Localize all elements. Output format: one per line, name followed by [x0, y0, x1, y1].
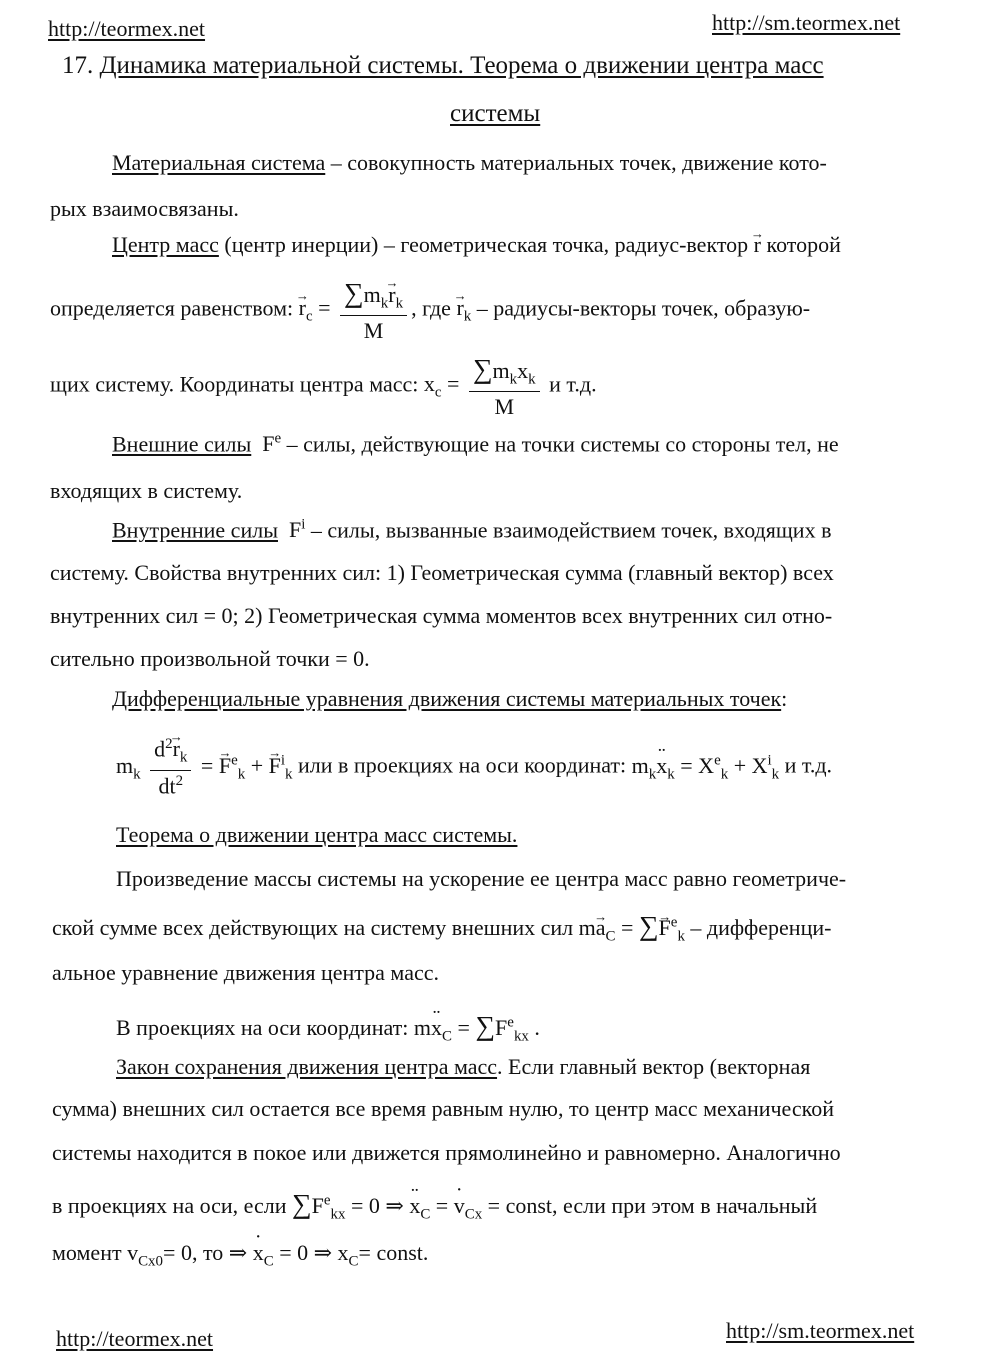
internal-forces-line2: систему. Свойства внутренних сил: 1) Геометрическая сумма (главный вектор) всех — [50, 560, 834, 585]
term-center-of-mass: Центр масс — [112, 232, 219, 257]
diff-equations-heading: Дифференциальные уравнения движения системы материальных точек: — [112, 686, 788, 711]
center-mass-line1: Центр масс (центр инерции) – геометрическая точка, радиус-вектор → r которой — [112, 234, 841, 256]
internal-forces-line3: внутренних сил = 0; 2) Геометрическая сумма моментов всех внутренних сил отно- — [50, 603, 833, 628]
center-mass-line3: щих систему. Координаты центра масс: $x_c$ = $\frac{\sum m_kx_k}{M}$ и т.д. — [50, 353, 597, 420]
title-line1: Динамика материальной системы. Теорема о движении центра масс — [99, 52, 824, 79]
conservation-line1: Закон сохранения движения центра масс. Если главный вектор (векторная — [116, 1054, 811, 1079]
header-link-left[interactable]: http://teormex.net — [48, 16, 206, 41]
material-system-line1: Материальная система – совокупность материальных точек, движение кото- — [112, 150, 827, 175]
page-title — [62, 52, 824, 80]
term-external-forces: Внешние силы — [112, 431, 252, 457]
title-number: 17. — [62, 52, 94, 79]
conservation-line3: системы находится в покое или движется прямолинейно и равномерно. Аналогично — [52, 1140, 841, 1165]
term-material-system: Материальная система — [112, 150, 326, 175]
term-conservation: Закон сохранения движения центра масс — [116, 1054, 498, 1079]
theorem-line2: ской сумме всех действующих на систему внешних сил $m\to a_C$ = ∑→ $F^e_k$ – дифференци- — [52, 912, 831, 944]
external-forces-line2: входящих в систему. — [50, 478, 243, 503]
footer-link-right[interactable]: http://sm.teormex.net — [726, 1318, 915, 1343]
formula-projection: m¨ $x_C = \sum F^e_{kx}$ — [414, 1015, 529, 1040]
material-system-line2: рых взаимосвязаны. — [50, 196, 239, 221]
conservation-line4: в проекциях на оси, если $\sum F^e_{kx} = 0$ ⇒ ¨ $x_C$ = ˙ $v_{Cx}$ = const, если при этом в начальный — [52, 1190, 817, 1222]
conservation-line2: сумма) внешних сил остается все время равным нулю, то центр масс механической — [52, 1096, 834, 1121]
formula-coordinates: $x_c$ = $\frac{\sum m_kx_k}{M}$ — [424, 371, 549, 396]
external-forces-line1: Внешние силы $F^e$ – силы, действующие на точки системы со стороны тел, не — [112, 431, 839, 457]
formula-conservation-1: $\sum F^e_{kx} = 0$ ⇒ ¨ $x_C$ = ˙ $v_{Cx}$ = const — [292, 1193, 552, 1218]
theorem-line3: альное уравнение движения центра масс. — [52, 960, 439, 985]
internal-forces-line4: сительно произвольной точки = 0. — [50, 646, 370, 671]
conservation-line5: момент $v_{Cx0}= 0$, то ⇒ ˙ $x_C = 0$ ⇒ $x_C=$ const. — [52, 1242, 428, 1269]
theorem-line4: В проекциях на оси координат: m¨ $x_C = \sum F^e_{kx}$ . — [116, 1012, 540, 1044]
header-link-right[interactable]: http://sm.teormex.net — [712, 10, 901, 35]
formula-conservation-2: ⇒ ˙ $x_C = 0$ ⇒ $x_C=$ const. — [229, 1240, 429, 1265]
theorem-heading: Теорема о движении центра масс системы. — [116, 822, 518, 847]
formula-center-of-mass: → $r_c$ = $\frac{\sum m_k\to r_k}{M}$ — [299, 295, 411, 320]
footer-link-left[interactable]: http://teormex.net — [56, 1326, 214, 1351]
formula-diff-eq: $m_k$ $\frac{d^2\to r_k}{dt^2}$ = → $F^e_k$ + → $F^i_k$ — [116, 753, 298, 778]
term-internal-forces: Внутренние силы — [112, 517, 278, 543]
diff-equations-line: $m_k$ $\frac{d^2\to r_k}{dt^2}$ = → $F^e_k$ + → $F^i_k$ или в проекциях на оси координат: $m_k¨$ $x_k = X^e_k + X^i_k$ и т.д. — [116, 736, 832, 799]
page-title-line2: системы — [450, 100, 541, 127]
formula-theorem: $m\to a_C$ = ∑→ $F^e_k$ — [579, 915, 685, 940]
internal-forces-line1: Внутренние силы $F^i$ – силы, вызванные взаимодействием точек, входящих в — [112, 517, 832, 543]
theorem-line1: Произведение массы системы на ускорение ее центра масс равно геометриче- — [116, 866, 847, 891]
center-mass-line2: определяется равенством: → $r_c$ = $\frac{\sum m_k\to r_k}{M}$ , где → $r_k$ – радиусы-векторы точек, образую- — [50, 276, 810, 345]
